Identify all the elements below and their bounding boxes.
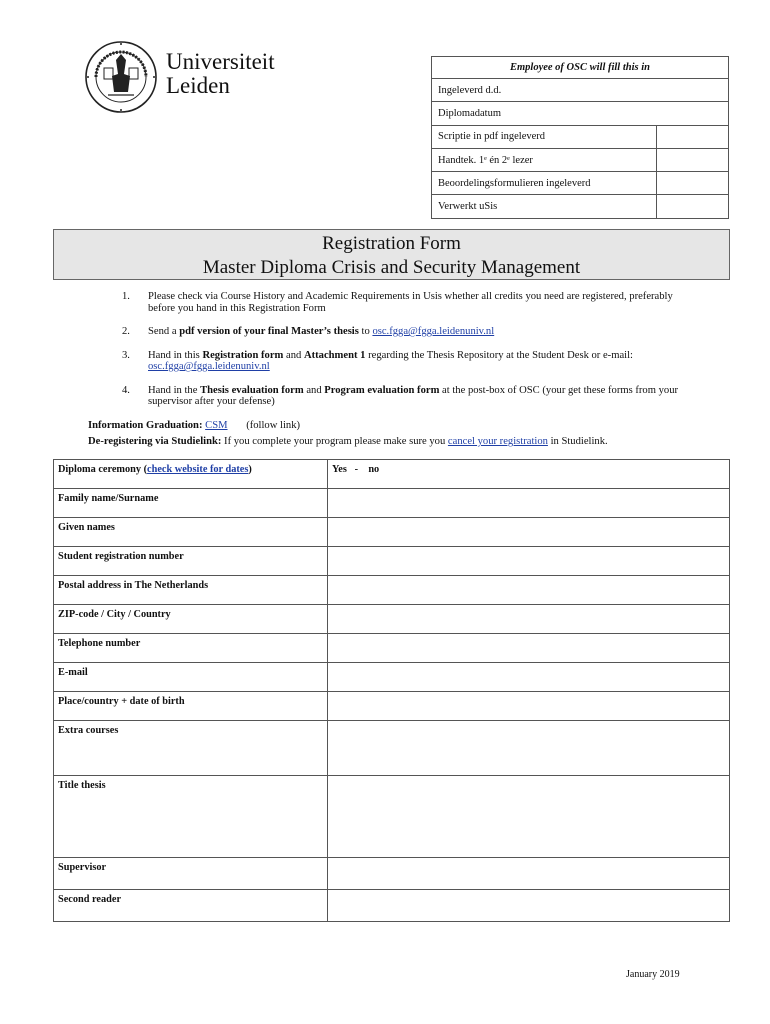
step-text-part: and (303, 384, 325, 396)
deregister-info-line (88, 434, 728, 450)
osc-checkbox-handtek[interactable] (657, 148, 729, 171)
osc-heading: Employee of OSC will fill this in (432, 57, 729, 79)
step-text (148, 350, 682, 373)
table-row (54, 547, 730, 576)
step-number: 1. (122, 291, 130, 302)
table-row (54, 663, 730, 692)
instruction-item (122, 350, 682, 373)
osc-email-link[interactable]: osc.fgga@fgga.leidenuniv.nl (148, 361, 270, 372)
table-row (54, 858, 730, 890)
zip-city-country-field[interactable] (328, 605, 730, 634)
second-reader-label: Second reader (54, 890, 328, 922)
form-title: Registration Form (322, 233, 461, 254)
form-title-box (53, 229, 730, 280)
cancel-registration-link[interactable]: cancel your registration (447, 436, 548, 447)
osc-checkbox-usis[interactable] (657, 195, 729, 218)
ceremony-yes-no-field[interactable]: Yes - no (328, 460, 730, 489)
footer-date: January 2019 (626, 969, 680, 980)
step-number: 3. (122, 349, 130, 361)
university-wordmark (166, 50, 275, 98)
form-subtitle: Master Diploma Crisis and Security Management (202, 257, 581, 278)
step-text-part: Send a (148, 326, 180, 337)
surname-label: Family name/Surname (54, 489, 328, 518)
step-number: 2. (122, 326, 130, 337)
step-text-bold: Thesis evaluation form (200, 384, 304, 396)
info-block (88, 418, 728, 450)
step-text-part: to (358, 326, 373, 337)
wordmark-line2: Leiden (166, 73, 230, 98)
birth-place-date-field[interactable] (328, 692, 730, 721)
graduation-label: Information Graduation: (88, 420, 203, 431)
step-text-bold: Registration form (202, 349, 284, 361)
deregister-label: De-registering via Studielink: (88, 436, 222, 447)
table-row (54, 460, 730, 489)
postal-address-field[interactable] (328, 576, 730, 605)
step-text: Please check via Course History and Academic Requirements in Usis whether all credits you need are registered, preferably before you hand in this Registration Form (148, 291, 673, 314)
osc-checkbox-scriptie[interactable] (657, 125, 729, 148)
student-number-field[interactable] (328, 547, 730, 576)
title-thesis-label: Title thesis (54, 776, 328, 858)
telephone-label: Telephone number (54, 634, 328, 663)
osc-row-ingeleverd: Ingeleverd d.d. (432, 79, 729, 102)
step-text-part: Hand in this (148, 349, 203, 361)
telephone-field[interactable] (328, 634, 730, 663)
supervisor-label: Supervisor (54, 858, 328, 890)
second-reader-field[interactable] (328, 890, 730, 922)
osc-row-scriptie: Scriptie in pdf ingeleverd (432, 125, 657, 148)
given-names-label: Given names (54, 518, 328, 547)
instruction-item (122, 291, 682, 314)
graduation-info-line (88, 418, 728, 434)
wordmark-line1: Universiteit (166, 49, 275, 74)
step-text-part: regarding the Thesis Repository at the Student Desk or e-mail: (365, 349, 633, 361)
instruction-item (122, 385, 682, 408)
step-text-bold: pdf version of your final Master’s thesis (179, 326, 359, 337)
extra-courses-field[interactable] (328, 721, 730, 776)
leiden-seal-icon (84, 40, 158, 114)
graduation-note: (follow link) (246, 420, 301, 431)
birth-place-date-label: Place/country + date of birth (54, 692, 328, 721)
osc-row-diplomadatum: Diplomadatum (432, 102, 729, 125)
deregister-text: If you complete your program please make sure you (221, 436, 448, 447)
surname-field[interactable] (328, 489, 730, 518)
osc-office-box (431, 56, 729, 219)
step-text-bold: Program evaluation form (324, 384, 440, 396)
email-field[interactable] (328, 663, 730, 692)
instruction-item (122, 326, 682, 338)
zip-city-country-label: ZIP-code / City / Country (54, 605, 328, 634)
instruction-list (122, 291, 682, 420)
title-thesis-field[interactable] (328, 776, 730, 858)
email-label: E-mail (54, 663, 328, 692)
table-row (54, 692, 730, 721)
osc-row-handtek: Handtek. 1ᵉ én 2ᵉ lezer (432, 148, 657, 171)
step-text-part: and (283, 349, 304, 361)
ceremony-label-text: Diploma ceremony ( (58, 464, 148, 475)
table-row (54, 721, 730, 776)
step-text-part: at the post-box of OSC (your get these forms from your supervisor after your defense) (148, 384, 679, 407)
table-row (54, 576, 730, 605)
step-text (148, 326, 682, 338)
table-row (54, 605, 730, 634)
ceremony-dates-link[interactable]: check website for dates (147, 464, 249, 475)
osc-checkbox-beoordeling[interactable] (657, 172, 729, 195)
table-row (54, 518, 730, 547)
step-text-part: Hand in the (148, 384, 201, 396)
student-number-label: Student registration number (54, 547, 328, 576)
table-row (54, 890, 730, 922)
postal-address-label: Postal address in The Netherlands (54, 576, 328, 605)
supervisor-field[interactable] (328, 858, 730, 890)
step-text-bold: Attachment 1 (303, 349, 366, 361)
given-names-field[interactable] (328, 518, 730, 547)
table-row (54, 776, 730, 858)
table-row (54, 489, 730, 518)
ceremony-label-end: ) (248, 464, 252, 475)
extra-courses-label: Extra courses (54, 721, 328, 776)
registration-form-table (53, 459, 730, 922)
step-number: 4. (122, 384, 130, 396)
step-text (148, 385, 682, 408)
osc-row-usis: Verwerkt uSis (432, 195, 657, 218)
deregister-end: in Studielink. (547, 436, 608, 447)
ceremony-label (54, 460, 328, 489)
osc-row-beoordeling: Beoordelingsformulieren ingeleverd (432, 172, 657, 195)
osc-email-link[interactable]: osc.fgga@fgga.leidenuniv.nl (372, 326, 495, 337)
table-row (54, 634, 730, 663)
csm-link[interactable]: CSM (205, 420, 228, 431)
